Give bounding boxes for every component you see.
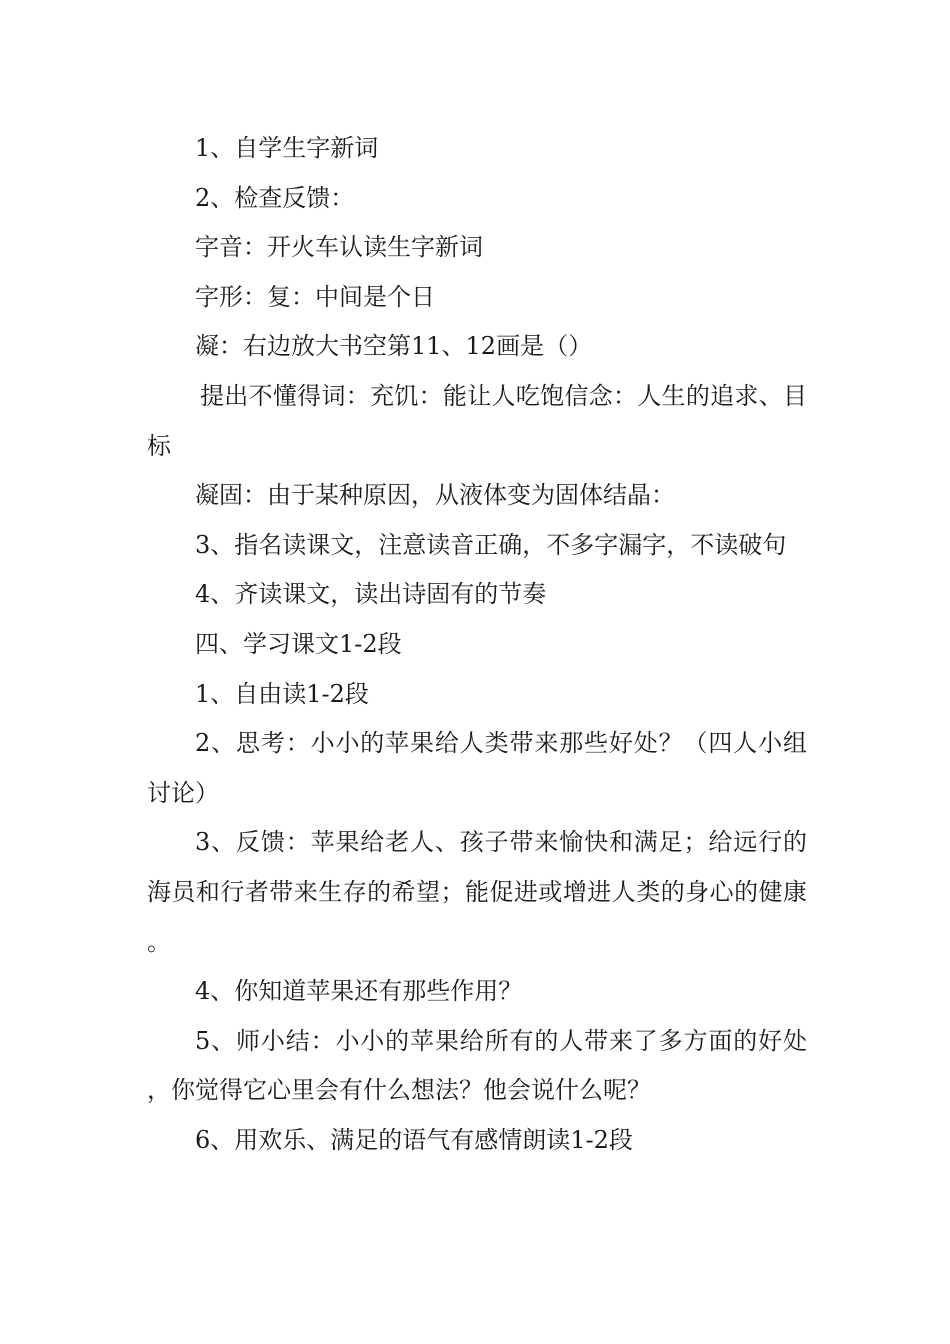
paragraph-7: 凝固：由于某种原因，从液体变为固体结晶：: [195, 481, 675, 510]
paragraph-1: 1、自学生字新词: [195, 134, 379, 162]
paragraph-3: 字音：开火车认读生字新词: [195, 233, 483, 262]
paragraph-13: 3、反馈：苹果给老人、孩子带来愉快和满足；给远行的海员和行者带来生存的希望；能促进或增进人类的身心的健康。: [147, 828, 807, 956]
paragraph-5: 凝：右边放大书空第11、12画是（）: [195, 332, 593, 361]
paragraph-11: 1、自由读1-2段: [195, 679, 369, 708]
paragraph-8: 3、指名读课文，注意读音正确，不多字漏字，不读破句: [195, 530, 787, 559]
paragraph-15: 5、师小结：小小的苹果给所有的人带来了多方面的好处，你觉得它心里会有什么想法？他会说什么呢？: [147, 1026, 807, 1105]
paragraph-2: 2、检查反馈：: [195, 183, 355, 212]
paragraph-10: 四、学习课文1-2段: [195, 629, 402, 658]
paragraph-16: 6、用欢乐、满足的语气有感情朗读1-2段: [195, 1125, 633, 1154]
paragraph-9: 4、齐读课文，读出诗固有的节奏: [195, 580, 547, 609]
document-body: [147, 124, 807, 1165]
paragraph-14: 4、你知道苹果还有那些作用？: [195, 977, 523, 1006]
paragraph-12: 2、思考：小小的苹果给人类带来那些好处？（四人小组讨论）: [147, 729, 807, 807]
paragraph-6: 提出不懂得词：充饥：能让人吃饱信念：人生的追求、目标: [147, 381, 807, 460]
paragraph-4: 字形：复：中间是个日: [195, 282, 435, 311]
